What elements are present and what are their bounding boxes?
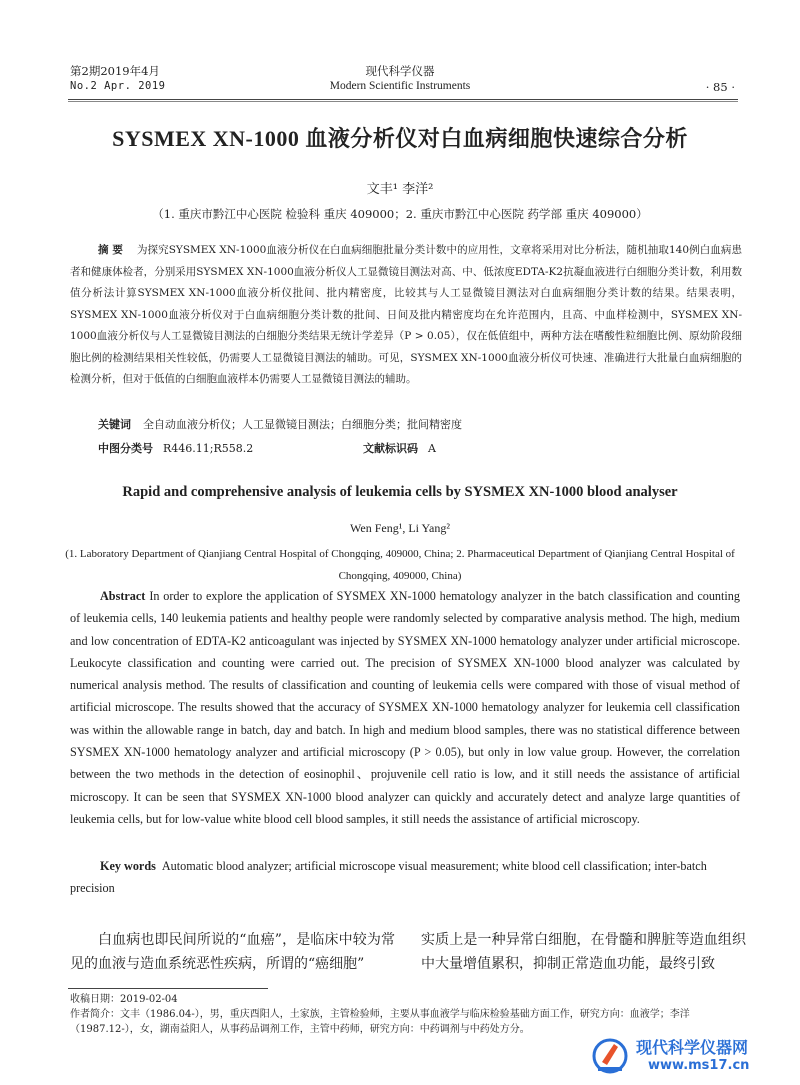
keywords-zh-label: 关键词 bbox=[98, 418, 131, 431]
clc-label: 中图分类号 bbox=[98, 442, 153, 455]
keywords-zh bbox=[70, 414, 742, 436]
title-en: Rapid and comprehensive analysis of leukemia cells by SYSMEX XN-1000 blood analyser bbox=[122, 484, 678, 500]
authors-zh: 文丰¹ 李洋² bbox=[366, 182, 434, 197]
received-date: 收稿日期：2019-02-04 bbox=[70, 994, 178, 1005]
issue-zh: 第2期2019年4月 bbox=[70, 64, 160, 78]
footnote bbox=[70, 992, 740, 1037]
body-left-text: 白血病也即民间所说的“血癌”，是临床中较为常见的血液与造血系统恶性疾病，所谓的“癌细胞” bbox=[70, 932, 395, 972]
header-rule-thin bbox=[68, 101, 738, 102]
header-rule bbox=[68, 99, 738, 100]
authors-en: Wen Feng¹, Li Yang² bbox=[350, 521, 450, 535]
issue-en: No.2 Apr. 2019 bbox=[70, 80, 166, 92]
doc-code-value: A bbox=[428, 442, 436, 455]
abstract-en-label: Abstract bbox=[100, 589, 146, 603]
author-bio: 作者简介：文丰（1986.04-），男，重庆酉阳人，土家族，主管检验师，主要从事血液学与临床检验基础方面工作，研究方向：血液学；李洋（1987.12-），女，湖南益阳人，从事药品调剂工作，主管中药师，研究方向：中药调剂与中药处方分。 bbox=[70, 1009, 690, 1035]
classification-line bbox=[70, 438, 742, 460]
keywords-en-label: Key words bbox=[100, 859, 156, 873]
affiliations-en: (1. Laboratory Department of Qianjiang Central Hospital of Chongqing, 409000, China; 2. Pharmaceutical Department of Qianjiang Central Hospital of Chongqing, 409000, China) bbox=[65, 548, 735, 582]
journal-en: Modern Scientific Instruments bbox=[329, 80, 471, 92]
abstract-en-text: In order to explore the application of SYSMEX XN-1000 hematology analyzer in the batch classification and counting of leukemia cells, 140 leukemia patients and healthy people were randomly selected by comparative analysis method. The high, medium and low concentration of EDTA-K2 anticoagulant was injected by SYSMEX XN-1000 hematology analyzer under artificial microscope. Leukocyte classification and counting were carried out. The precision of SYSMEX XN-1000 blood analyzer was calculated by numerical analysis method. The results of classification and counting of leukemia cells were compared with those of visual method of artificial microscope. The results showed that the accuracy of SYSMEX XN-1000 hematology analyzer for leukemia cell classification was within the allowable range in batch, day and batch. In high and medium blood samples, there was no statistical difference between SYSMEX XN-1000 hematology analyzer and artificial microscopy (P > 0.05), but only in low value group. However, the correlation between the two methods in the detection of eosinophil、projuvenile cell ratio is low, and it still needs the assistance of artificial microscopy. It can be seen that SYSMEX XN-1000 blood analyzer can quickly and accurately detect and analyze large quantities of leukemia cells, but for low-value white blood cell blood samples, it still needs the assistance of artificial microscopy. bbox=[70, 589, 740, 826]
footnote-rule bbox=[68, 988, 268, 989]
abstract-zh-text: 为探究SYSMEX XN-1000血液分析仪在白血病细胞批量分类计数中的应用性，文章将采用对比分析法，随机抽取140例白血病患者和健康体检者，分别采用SYSMEX XN-1000血液分析仪人工显微镜目测法对高、中、低浓度EDTA-K2抗凝血液进行白细胞分类计数，利用数值分析法计算SYSMEX XN-1000血液分析仪批间、批内精密度，比较其与人工显微镜目测法对白血病细胞分类计数的结果。结果表明，SYSMEX XN-1000血液分析仪对于白血病细胞分类计数的批间、日间及批内精密度均在允许范围内，且高、中血样检测中，SYSMEX XN-1000血液分析仪与人工显微镜目测法的白细胞分类结果无统计学差异（P > 0.05），仅在低值组中，两种方法在嗜酸性粒细胞比例、原幼阶段细胞比例的检测结果相关性较低，仍需要人工显微镜目测法的辅助。可见，SYSMEX XN-1000血液分析仪可快速、准确进行大批量白血病细胞的检测分析，但对于低值的白细胞血液样本仍需要人工显微镜目测法的辅助。 bbox=[70, 244, 743, 385]
doc-code-label: 文献标识码 bbox=[363, 442, 418, 455]
body-column-right: 实质上是一种异常白细胞，在骨髓和脾脏等造血组织中大量增值累积，抑制正常造血功能，最终引致 bbox=[421, 932, 746, 972]
abstract-zh-label: 摘 要 bbox=[98, 244, 123, 256]
journal-zh: 现代科学仪器 bbox=[365, 64, 435, 78]
keywords-en-text: Automatic blood analyzer; artificial microscope visual measurement; white blood cell classification; inter-batch precision bbox=[70, 859, 707, 896]
title-zh: SYSMEX XN-1000 血液分析仪对白血病细胞快速综合分析 bbox=[112, 126, 688, 151]
abstract-zh bbox=[70, 240, 742, 391]
watermark-title: 现代科学仪器网 bbox=[636, 1038, 749, 1057]
keywords-zh-text: 全自动血液分析仪；人工显微镜目测法；白细胞分类；批间精密度 bbox=[143, 418, 462, 431]
keywords-en bbox=[70, 855, 740, 900]
clc-value: R446.11;R558.2 bbox=[163, 442, 254, 455]
page-number: · 85 · bbox=[705, 80, 735, 94]
journal-name bbox=[0, 64, 800, 94]
affiliations-zh: （1. 重庆市黔江中心医院 检验科 重庆 409000；2. 重庆市黔江中心医院 药学部 重庆 409000） bbox=[152, 207, 648, 221]
watermark bbox=[588, 1032, 788, 1077]
microscope-logo-icon bbox=[588, 1032, 632, 1076]
body-column-left bbox=[70, 928, 395, 976]
abstract-en bbox=[70, 585, 740, 830]
watermark-url: www.ms17.cn bbox=[648, 1058, 750, 1073]
